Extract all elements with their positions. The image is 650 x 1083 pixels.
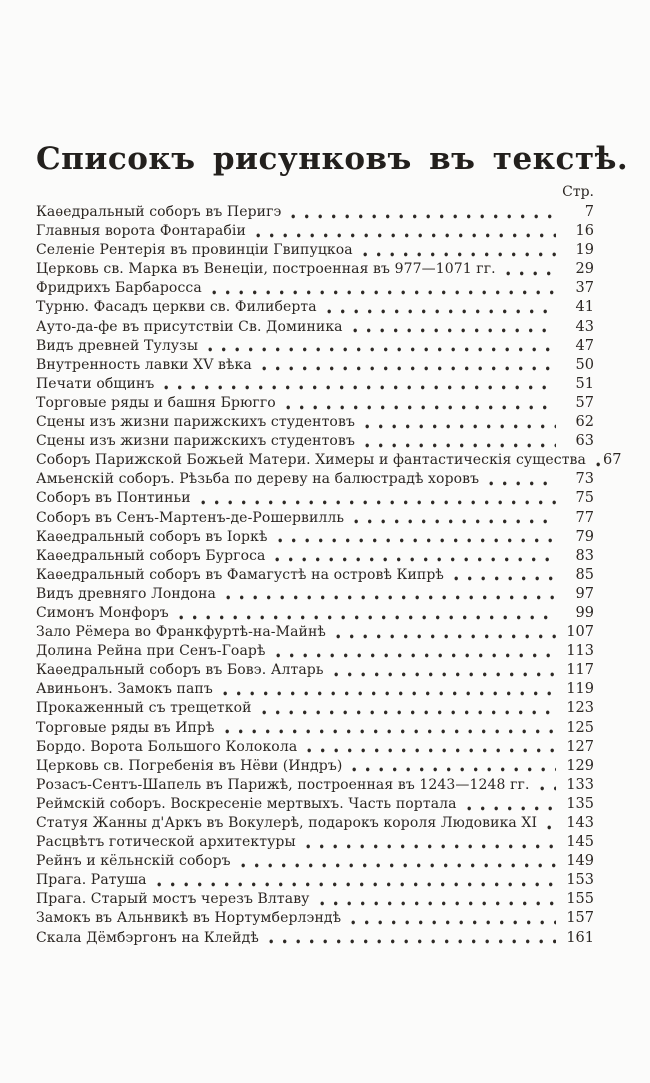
- toc-entry-label: Видъ древняго Лондона: [36, 585, 216, 602]
- toc-entry: [36, 528, 594, 547]
- toc-entry: [36, 871, 594, 890]
- toc-entry-page: 43: [575, 318, 594, 335]
- toc-entry-label: Прокаженный съ трещеткой: [36, 700, 252, 717]
- toc-entry: [36, 699, 594, 718]
- toc-entry-page: 157: [566, 910, 594, 927]
- toc-entry-page: 119: [566, 681, 594, 698]
- dot-leader: [362, 420, 556, 432]
- toc-entry: [36, 222, 594, 241]
- toc-entry-page: 99: [575, 604, 594, 621]
- page-title: Списокъ рисунковъ въ текстѣ.: [36, 141, 629, 177]
- toc-entry: [36, 585, 594, 604]
- toc-entry: [36, 413, 594, 432]
- dot-leader: [348, 917, 556, 929]
- toc-entry: [36, 318, 594, 337]
- dot-leader: [486, 477, 556, 489]
- dot-leader: [544, 821, 556, 833]
- dot-leader: [266, 936, 556, 948]
- toc-entry: [36, 470, 594, 489]
- dot-leader: [272, 554, 556, 566]
- toc-entry: [36, 394, 594, 413]
- dot-leader: [537, 783, 556, 795]
- toc-entry-page: 41: [575, 299, 594, 316]
- toc-entry-label: Прага. Ратуша: [36, 872, 147, 889]
- dot-leader: [331, 668, 556, 680]
- dot-leader: [464, 802, 556, 814]
- dot-leader: [451, 573, 556, 585]
- toc-entry-page: 127: [566, 738, 594, 755]
- dot-leader: [333, 630, 556, 642]
- toc-entry-page: 83: [575, 547, 594, 564]
- toc-entry-label: Расцвѣтъ готической архитектуры: [36, 834, 296, 851]
- toc-entry: [36, 298, 594, 317]
- toc-entry-page: 16: [575, 223, 594, 240]
- toc-entry-page: 129: [566, 757, 594, 774]
- toc-entry-label: Главныя ворота Фонтарабіи: [36, 223, 246, 240]
- toc-entry-label: Внутренность лавки XV вѣка: [36, 356, 252, 373]
- toc-entry-page: 57: [575, 394, 594, 411]
- toc-entry-label: Фридрихъ Барбаросса: [36, 280, 202, 297]
- toc-entry-label: Замокъ въ Альнвикѣ въ Нортумберлэндѣ: [36, 910, 342, 927]
- toc-entry-label: Бордо. Ворота Большого Колокола: [36, 738, 298, 755]
- dot-leader: [238, 859, 556, 871]
- toc-entry-label: Соборъ Парижской Божьей Матери. Химеры и фантастическія существа: [36, 452, 586, 469]
- dot-leader: [259, 707, 556, 719]
- toc-entry-page: 37: [575, 280, 594, 297]
- toc-entry: [36, 375, 594, 394]
- toc-entry-label: Церковь св. Погребенія въ Нёви (Индръ): [36, 757, 343, 774]
- toc-entry: [36, 241, 594, 260]
- dot-leader: [283, 401, 556, 413]
- toc-entry-label: Розасъ-Сентъ-Шапель въ Парижѣ, построенная въ 1243—1248 гг.: [36, 776, 530, 793]
- toc-entry-label: Видъ древней Тулузы: [36, 337, 199, 354]
- toc-entry-label: Скала Дёмбэргонъ на Клейдѣ: [36, 929, 259, 946]
- toc-entry-page: 47: [575, 337, 594, 354]
- dot-leader: [223, 592, 556, 604]
- toc-entry-label: Торговые ряды и башня Брюгго: [36, 394, 276, 411]
- toc-entry-label: Каѳедральный соборъ въ Іоркѣ: [36, 528, 268, 545]
- toc-entry-page: 75: [575, 490, 594, 507]
- toc-entry-label: Реймскій соборъ. Воскресеніе мертвыхъ. Часть портала: [36, 795, 457, 812]
- dot-leader: [324, 306, 556, 318]
- dot-leader: [362, 439, 556, 451]
- dot-leader: [222, 726, 556, 738]
- dot-leader: [176, 611, 556, 623]
- toc-entry: [36, 509, 594, 528]
- toc-entry-page: 117: [566, 662, 594, 679]
- toc-entry-page: 133: [566, 776, 594, 793]
- toc-entry-page: 153: [566, 872, 594, 889]
- toc-entry: [36, 203, 594, 222]
- toc-entry-page: 62: [575, 414, 594, 431]
- toc-entry-page: 107: [566, 624, 594, 641]
- toc-entry-page: 149: [566, 853, 594, 870]
- toc-entry: [36, 356, 594, 375]
- toc-entry-label: Статуя Жанны д'Аркъ въ Вокулерѣ, подарокъ короля Людовика XI: [36, 815, 538, 831]
- dot-leader: [273, 649, 556, 661]
- toc-entry: [36, 623, 594, 642]
- toc-list: [36, 203, 622, 948]
- toc-entry: [36, 260, 594, 279]
- toc-entry-label: Каѳедральный соборъ въ Бовэ. Алтарь: [36, 662, 324, 679]
- toc-entry-label: Соборъ въ Понтиньи: [36, 490, 191, 507]
- toc-entry: [36, 909, 594, 928]
- toc-entry-label: Каѳедральный соборъ въ Фамагустѣ на островѣ Кипрѣ: [36, 566, 444, 583]
- toc-entry-label: Каѳедральный соборъ Бургоса: [36, 547, 266, 564]
- toc-entry: [36, 566, 594, 585]
- toc-entry: [36, 719, 594, 738]
- toc-entry-page: 77: [575, 509, 594, 526]
- toc-entry-label: Зало Рёмера во Франкфуртѣ-на-Майнѣ: [36, 624, 326, 641]
- toc-entry: [36, 661, 594, 680]
- toc-entry-page: 7: [584, 204, 594, 220]
- toc-entry-label: Сцены изъ жизни парижскихъ студентовъ: [36, 414, 355, 431]
- dot-leader: [288, 210, 556, 222]
- dot-leader: [205, 344, 556, 356]
- toc-entry-label: Торговые ряды въ Ипрѣ: [36, 719, 215, 736]
- dot-leader: [161, 382, 556, 394]
- toc-entry-label: Рейнъ и кёльнскій соборъ: [36, 853, 231, 870]
- toc-entry-page: 51: [575, 375, 594, 392]
- toc-entry: [36, 604, 594, 623]
- toc-entry-label: Селеніе Рентерія въ провинціи Гвипуцкоа: [36, 242, 353, 259]
- dot-leader: [351, 516, 556, 528]
- toc-entry-label: Авиньонъ. Замокъ папъ: [36, 681, 213, 698]
- toc-entry-page: 50: [575, 356, 594, 373]
- toc-entry-label: Прага. Старый мостъ черезъ Влтаву: [36, 891, 310, 908]
- dot-leader: [209, 286, 556, 298]
- toc-entry: [36, 680, 594, 699]
- toc-entry: [36, 489, 594, 508]
- toc-entry: [36, 738, 594, 757]
- toc-entry: [36, 642, 594, 661]
- dot-leader: [253, 229, 556, 241]
- toc-entry-label: Сцены изъ жизни парижскихъ студентовъ: [36, 433, 355, 450]
- toc-entry: [36, 929, 594, 948]
- toc-entry: [36, 814, 594, 833]
- toc-entry-label: Амьенскій соборъ. Рѣзьба по дереву на балюстрадѣ хоровъ: [36, 471, 480, 488]
- toc-entry-label: Печати общинъ: [36, 375, 155, 392]
- toc-entry: [36, 890, 594, 909]
- toc-entry: [36, 795, 594, 814]
- dot-leader: [304, 745, 556, 757]
- dot-leader: [220, 687, 556, 699]
- toc-entry-label: Долина Рейна при Сенъ-Гоарѣ: [36, 643, 266, 660]
- toc-entry-label: Каѳедральный соборъ въ Перигэ: [36, 204, 282, 220]
- dot-leader: [317, 897, 556, 909]
- toc-entry-page: 67: [602, 452, 622, 469]
- dot-leader: [198, 497, 556, 509]
- dot-leader: [154, 878, 556, 890]
- toc-entry-page: 113: [566, 643, 594, 660]
- dot-leader: [593, 458, 601, 470]
- dot-leader: [349, 764, 556, 776]
- toc-entry-label: Ауто-да-фе въ присутствіи Св. Доминика: [36, 318, 343, 335]
- toc-entry-page: 79: [575, 528, 594, 545]
- toc-entry-label: Симонъ Монфоръ: [36, 604, 169, 621]
- toc-entry: [36, 432, 594, 451]
- dot-leader: [350, 325, 556, 337]
- toc-entry-page: 97: [575, 585, 594, 602]
- toc-entry-page: 63: [575, 433, 594, 450]
- dot-leader: [303, 840, 556, 852]
- toc-entry: [36, 852, 594, 871]
- toc-entry-page: 145: [566, 834, 594, 851]
- toc-entry: [36, 279, 594, 298]
- dot-leader: [360, 248, 556, 260]
- dot-leader: [259, 363, 556, 375]
- toc-entry-page: 85: [575, 566, 594, 583]
- toc-entry-page: 125: [566, 719, 594, 736]
- toc-entry-label: Церковь св. Марка въ Венеціи, построенная въ 977—1071 гг.: [36, 261, 496, 278]
- toc-entry-page: 19: [575, 242, 594, 259]
- toc-entry: [36, 757, 594, 776]
- toc-entry-label: Соборъ въ Сенъ-Мартенъ-де-Рошервилль: [36, 509, 345, 526]
- toc-entry: [36, 451, 622, 470]
- page-column-header: Стр.: [562, 184, 594, 200]
- toc-entry: [36, 547, 594, 566]
- toc-entry-page: 135: [566, 795, 594, 812]
- toc-entry-page: 29: [575, 261, 594, 278]
- dot-leader: [275, 535, 557, 547]
- toc-entry: [36, 776, 594, 795]
- dot-leader: [503, 267, 556, 279]
- toc-entry-page: 161: [566, 929, 594, 946]
- toc-entry-page: 143: [566, 815, 594, 831]
- toc-entry-page: 123: [566, 700, 594, 717]
- toc-entry-page: 155: [566, 891, 594, 908]
- toc-entry: [36, 833, 594, 852]
- toc-entry-page: 73: [575, 471, 594, 488]
- toc-entry: [36, 337, 594, 356]
- toc-entry-label: Турню. Фасадъ церкви св. Филиберта: [36, 299, 317, 316]
